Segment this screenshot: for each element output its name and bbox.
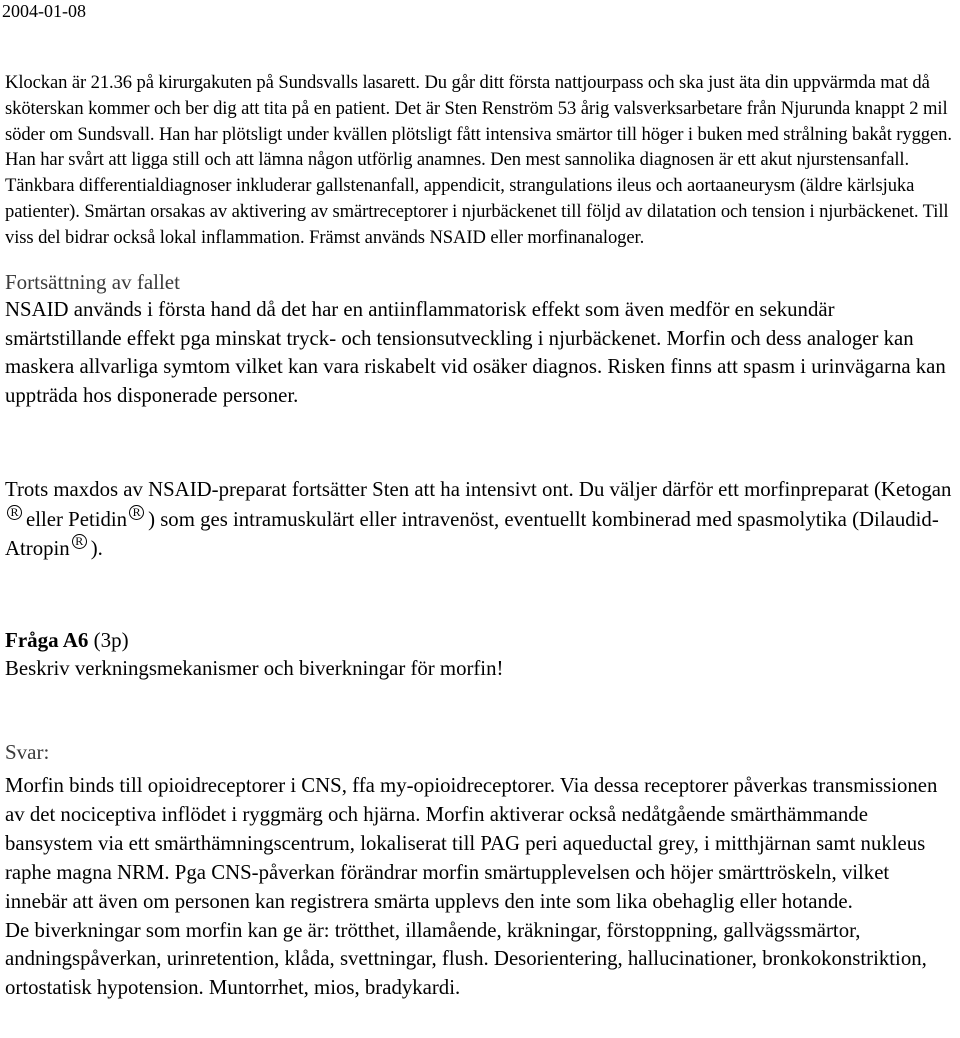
question-text: Beskriv verkningsmekanismer och biverkningar för morfin!	[5, 657, 504, 680]
answer-body	[5, 772, 955, 1003]
registered-mark-icon: R	[7, 505, 22, 520]
answer-mechanism-paragraph: Morfin binds till opioidreceptorer i CNS, ffa my-opioidreceptorer. Via dessa receptorer påverkas transmissionen av det nociceptiva inflödet i ryggmärg och hjärna. Morfin aktiverar också nedåtgående smärthämmande bansystem via ett smärthämningscentrum, lokaliserat till PAG peri aqueductal grey, i mitthjärnan samt nukleus raphe magna NRM. Pga CNS-påverkan förändrar morfin smärtupplevelsen och höjer smärttröskeln, vilket innebär att även om personen kan registrera smärta upplevs den inte som lika obehaglig eller hotande.	[5, 774, 938, 913]
header-date: 2004-01-08	[2, 1, 86, 21]
case-intro-paragraph: Klockan är 21.36 på kirurgakuten på Sundsvalls lasarett. Du går ditt första nattjourpass och ska just äta din uppvärmda mat då sköterskan kommer och ber dig att tita på en patient. Det är Sten Renström 53 årig valsverksarbetare från Njurunda knappt 2 mil söder om Sundsvall. Han har plötsligt under kvällen plötsligt fått intensiva smärtor till höger i buken med strålning bakåt ryggen. Han har svårt att ligga still och att lämna någon utförlig anamnes. Den mest sannolika diagnosen är ett akut njurstensanfall. Tänkbara differentialdiagnoser inkluderar gallstenanfall, appendicit, strangulations ileus och aortaaneurysm (äldre kärlsjuka patienter). Smärtan orsakas av aktivering av smärtreceptorer i njurbäckenet till följd av dilatation och tension i njurbäckenet. Till viss del bidrar också lokal inflammation. Främst används NSAID eller morfinanaloger.	[5, 72, 952, 248]
treatment-text-part3: ) som ges intramuskulärt eller intravenöst, eventuellt kombinerad med spasmolytika (Dilaudid-Atropin	[5, 507, 939, 560]
answer-side-effects-paragraph: De biverkningar som morfin kan ge är: trötthet, illamående, kräkningar, förstoppning, gallvägssmärtor, andningspåverkan, urinretention, klåda, svettningar, flush. Desorientering, hallucinationer, bronkokonstriktion, ortostatisk hypotension. Muntorrhet, mios, bradykardi.	[5, 918, 927, 1000]
morphine-treatment-paragraph	[5, 476, 955, 564]
question-label: Fråga A6	[5, 628, 89, 652]
answer-heading: Svar:	[5, 740, 50, 764]
treatment-text-part4: ).	[90, 537, 103, 560]
treatment-text-part1: Trots maxdos av NSAID-preparat fortsätter Sten att ha intensivt ont. Du väljer därför ett morfinpreparat (Ketogan	[5, 478, 952, 501]
question-points: (3p)	[93, 628, 129, 652]
continuation-heading: Fortsättning av fallet	[5, 270, 180, 294]
registered-mark-icon: R	[129, 505, 144, 520]
registered-mark-icon: R	[72, 534, 87, 549]
question-title	[5, 626, 129, 654]
treatment-text-part2: eller Petidin	[26, 507, 128, 531]
nsaid-paragraph: NSAID används i första hand då det har en antiinflammatorisk effekt som även medför en sekundär smärtstillande effekt pga minskat tryck- och tensionsutveckling i njurbäckenet. Morfin och dess analoger kan maskera allvarliga symtom vilket kan vara riskabelt vid osäker diagnos. Risken finns att spasm i urinvägarna kan uppträda hos disponerade personer.	[5, 298, 946, 407]
